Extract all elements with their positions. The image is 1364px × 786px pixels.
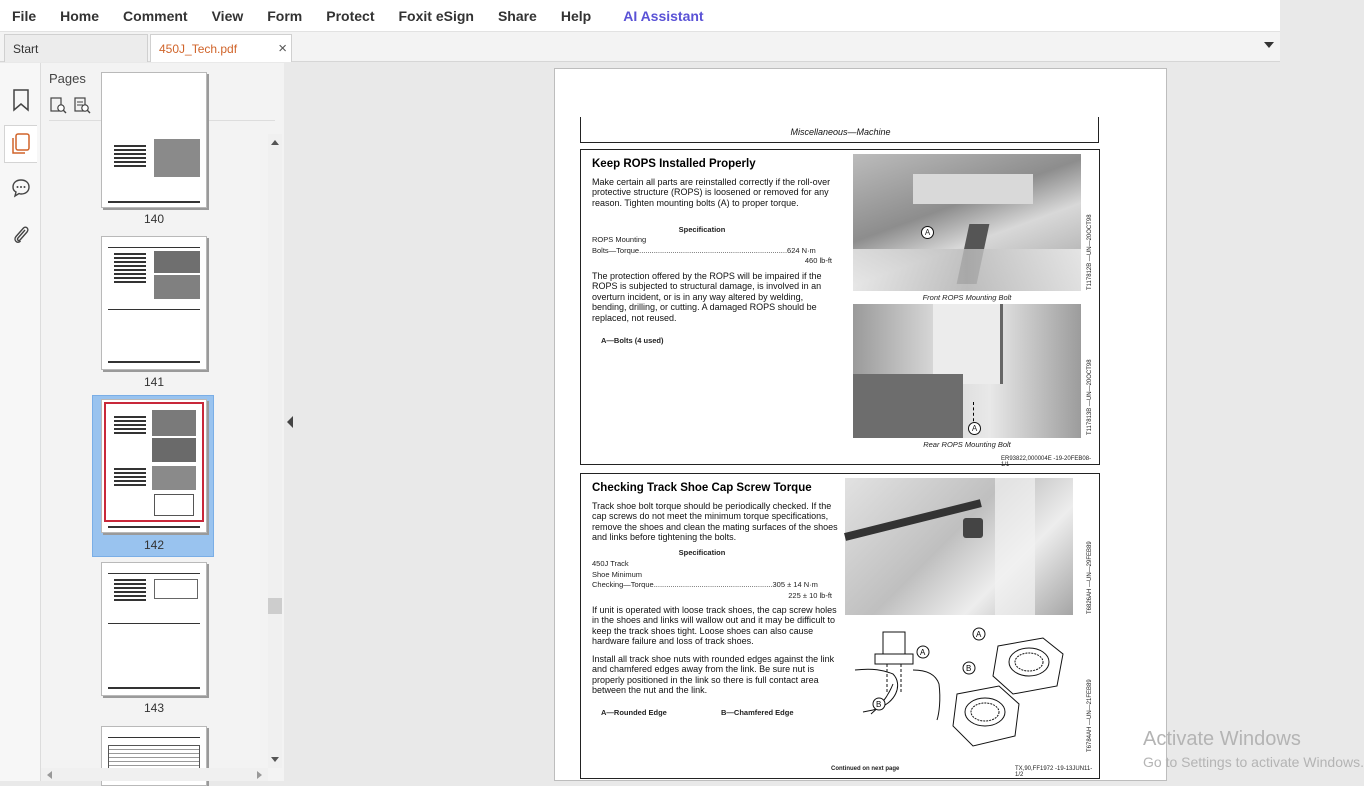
menu-ai-assistant[interactable]: AI Assistant bbox=[623, 7, 704, 24]
activation-watermark-title: Activate Windows bbox=[1143, 728, 1301, 750]
callout-a: A bbox=[920, 648, 926, 657]
page-thumbnail-141[interactable] bbox=[101, 236, 207, 370]
image-code-3: T6826AH —UN—29FEB89 bbox=[1087, 541, 1093, 614]
section-rops-spec-heading: Specification bbox=[678, 225, 726, 234]
page-number-141: 141 bbox=[143, 375, 165, 389]
menu-comment[interactable]: Comment bbox=[123, 7, 188, 24]
caption-rear-rops: Rear ROPS Mounting Bolt bbox=[923, 440, 1011, 449]
callout-a: A bbox=[976, 630, 982, 639]
comments-button[interactable] bbox=[4, 169, 37, 207]
tab-bar bbox=[0, 32, 1280, 62]
rear-rops-photo bbox=[853, 304, 1081, 438]
image-code-2: T117813B —UN—20OCT98 bbox=[1087, 359, 1093, 435]
image-code-1: T117812B —UN—20OCT98 bbox=[1087, 214, 1093, 290]
page-thumbnail-140[interactable] bbox=[101, 72, 207, 208]
panel-title: Pages bbox=[49, 71, 86, 86]
section-track-reference: TX,90,FF1972 -19-13JUN11-1/2 bbox=[1015, 766, 1093, 778]
page-thumbnail-143[interactable] bbox=[101, 562, 207, 696]
scroll-up-icon[interactable] bbox=[271, 140, 279, 145]
pdf-page bbox=[554, 68, 1167, 781]
spec-line: 460 lb-ft bbox=[804, 256, 832, 265]
attachments-button[interactable] bbox=[4, 215, 37, 253]
page-header-box bbox=[580, 117, 1099, 143]
caption-front-rops: Front ROPS Mounting Bolt bbox=[922, 293, 1012, 302]
navigation-rail bbox=[0, 63, 41, 781]
section-track-para2: If unit is operated with loose track shoes, the cap screw holes in the shoes and links will wallow out and it may be difficult to keep the track shoes tight. Loose shoes can also cause hardware failure and loss of track shoes. bbox=[592, 605, 837, 647]
section-track-spec-heading: Specification bbox=[678, 548, 726, 557]
legend-chamfered-edge: B—Chamfered Edge bbox=[721, 708, 794, 717]
section-track-para3: Install all track shoe nuts with rounded edges against the link and chamfered edges away from the link. Be sure nut is properly positioned in the link so there is full contact area between the nut and the link. bbox=[592, 654, 835, 696]
paperclip-icon bbox=[12, 223, 30, 245]
page-thumbnail-142[interactable] bbox=[101, 399, 207, 533]
spec-line: 450J Track bbox=[592, 559, 629, 568]
scroll-left-icon[interactable] bbox=[47, 771, 52, 779]
section-rops-para2: The protection offered by the ROPS will be impaired if the ROPS is subjected to structural damage, is involved in an overturn incident, or is in any way altered by welding, bending, drilling, or cutting. A damaged ROPS should be replaced, not reused. bbox=[592, 271, 822, 323]
legend-rounded-edge: A—Rounded Edge bbox=[601, 708, 667, 717]
bookmark-icon bbox=[12, 89, 30, 111]
tab-list-dropdown-icon[interactable] bbox=[1264, 42, 1274, 48]
menu-view[interactable]: View bbox=[211, 7, 244, 24]
section-rops-title: Keep ROPS Installed Properly bbox=[592, 158, 756, 170]
nut-diagram bbox=[853, 624, 1081, 754]
page-number-143: 143 bbox=[143, 701, 165, 715]
tab-document-label: 450J_Tech.pdf bbox=[159, 42, 238, 56]
section-track-title: Checking Track Shoe Cap Screw Torque bbox=[592, 482, 812, 494]
tab-document[interactable] bbox=[150, 34, 292, 62]
menu-file[interactable]: File bbox=[12, 7, 37, 24]
scroll-right-icon[interactable] bbox=[257, 771, 262, 779]
page-number-140: 140 bbox=[143, 212, 165, 226]
section-rops-reference: ER93822,000004E -19-20FEB08-1/1 bbox=[1001, 456, 1092, 468]
thumbnail-scrollbar[interactable] bbox=[268, 134, 282, 768]
pages-icon bbox=[11, 133, 31, 155]
section-track-shoe bbox=[580, 473, 1100, 779]
activation-watermark-subtitle: Go to Settings to activate Windows. bbox=[1143, 754, 1364, 770]
pages-button[interactable] bbox=[4, 125, 37, 163]
menu-help[interactable]: Help bbox=[560, 7, 592, 24]
spec-line: Shoe Minimum bbox=[592, 569, 643, 579]
track-shoe-photo bbox=[845, 478, 1073, 615]
menu-form[interactable]: Form bbox=[267, 7, 303, 24]
tab-start[interactable] bbox=[4, 34, 148, 62]
section-rops-legend: A—Bolts (4 used) bbox=[601, 336, 664, 345]
thumbnail-list bbox=[41, 134, 268, 768]
spec-line: ROPS Mounting bbox=[592, 235, 647, 244]
image-code-4: T6784AH —UN—21FEB89 bbox=[1087, 679, 1093, 752]
page-number-142: 142 bbox=[143, 538, 165, 552]
callout-b: B bbox=[876, 700, 882, 709]
spec-line: Checking—Torque.........................................................305 ± 14 N·m bbox=[592, 580, 818, 589]
page-zoom-icon[interactable] bbox=[73, 96, 91, 114]
callout-b: B bbox=[966, 664, 972, 673]
page-header: Miscellaneous—Machine bbox=[790, 127, 891, 137]
spec-line: Bolts—Torque.......................................................................624 N·m bbox=[592, 245, 816, 255]
bookmark-button[interactable] bbox=[4, 81, 37, 119]
collapse-panel-icon[interactable] bbox=[287, 416, 293, 428]
spec-line: 225 ± 10 lb-ft bbox=[788, 590, 832, 600]
page-options-icon[interactable] bbox=[49, 96, 67, 114]
front-rops-photo bbox=[853, 154, 1081, 291]
section-rops bbox=[580, 149, 1100, 468]
scrollbar-thumb[interactable] bbox=[268, 598, 282, 614]
menu-foxit-esign[interactable]: Foxit eSign bbox=[398, 7, 474, 24]
tab-start-label: Start bbox=[13, 42, 39, 56]
menu-home[interactable]: Home bbox=[60, 7, 100, 24]
continued-note: Continued on next page bbox=[831, 766, 900, 772]
menu-bar bbox=[0, 0, 1280, 32]
section-track-para1: Track shoe bolt torque should be periodically checked. If the cap screws do not meet the minimum torque specifications, remove the shoes and clean the mating surfaces of the shoes and links before tightening the bolts. bbox=[592, 501, 838, 543]
scroll-down-icon[interactable] bbox=[271, 757, 279, 762]
section-track-spec bbox=[592, 559, 832, 601]
callout-a: A bbox=[921, 226, 934, 239]
thumbnail-horizontal-scrollbar[interactable] bbox=[41, 768, 268, 781]
section-rops-spec bbox=[592, 235, 832, 267]
section-rops-para1: Make certain all parts are reinstalled correctly if the roll-over protective structure (ROPS) is loosened or removed for any reason. Tighten mounting bolts (A) to proper torque. bbox=[592, 177, 831, 208]
callout-a: A bbox=[968, 422, 981, 435]
menu-share[interactable]: Share bbox=[497, 7, 537, 24]
close-icon[interactable]: × bbox=[278, 40, 287, 57]
comment-icon bbox=[11, 178, 31, 198]
menu-protect[interactable]: Protect bbox=[326, 7, 375, 24]
